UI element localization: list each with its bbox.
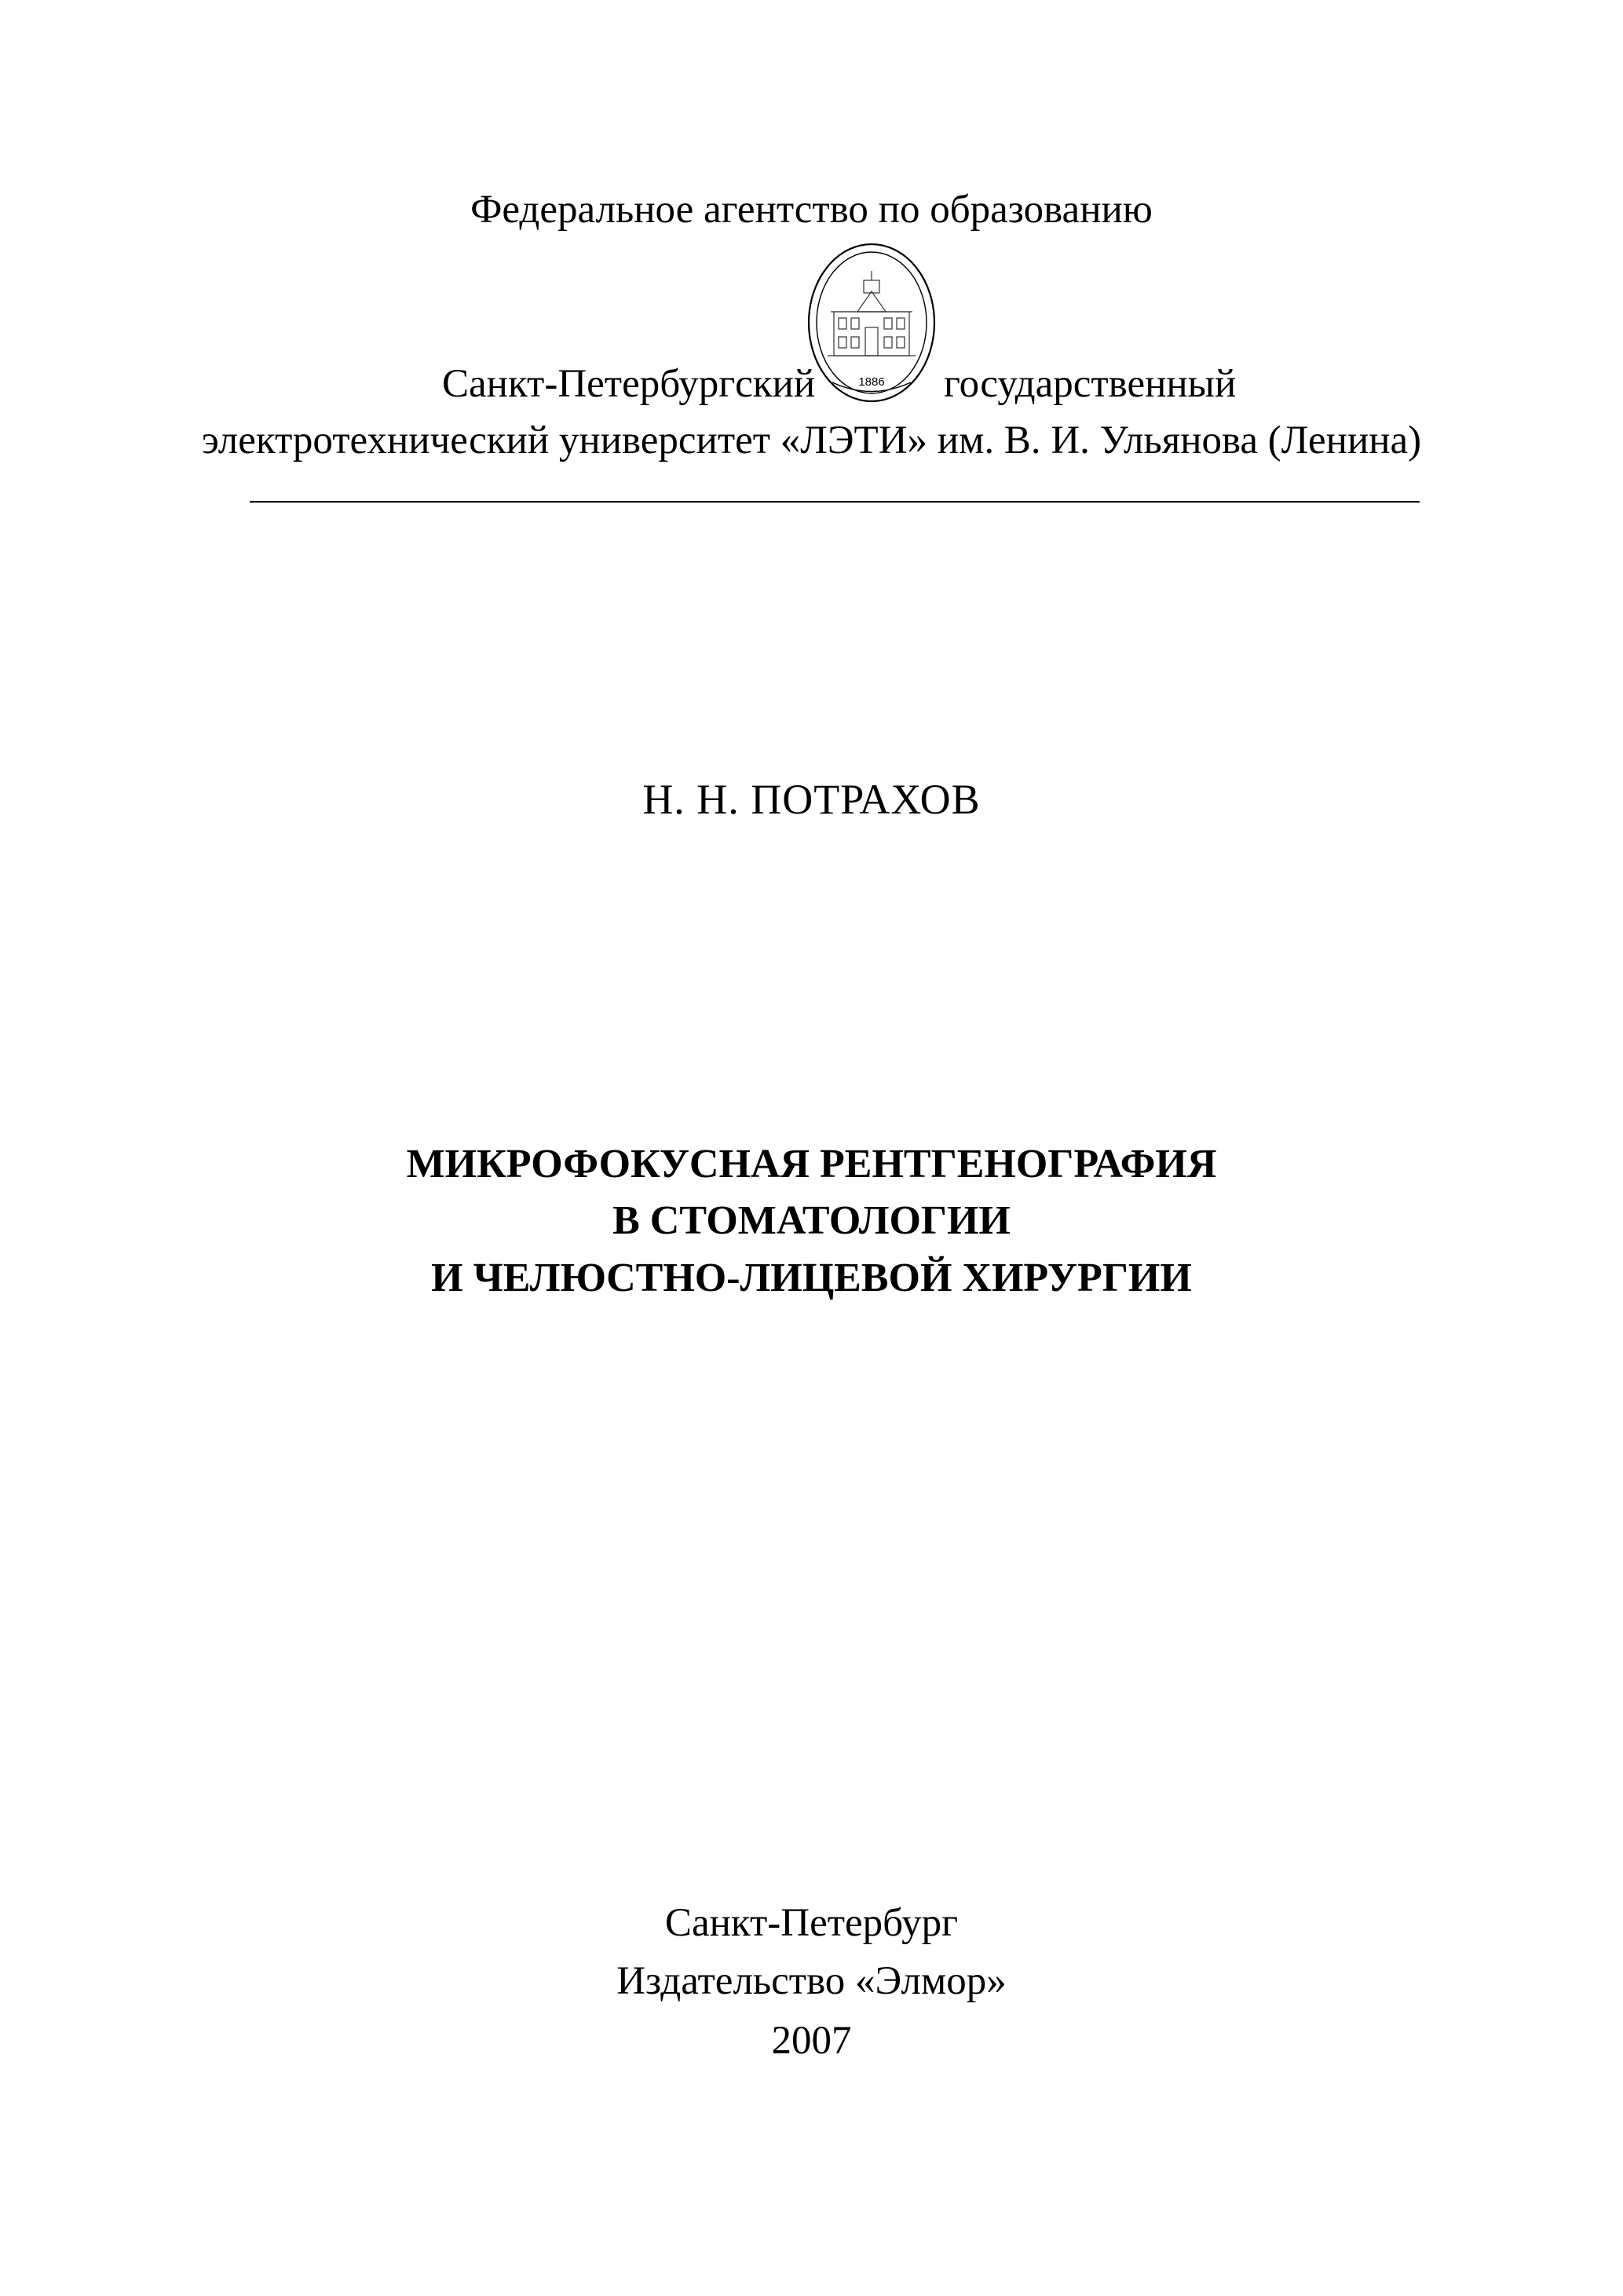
university-emblem-icon xyxy=(804,239,938,406)
author-name: Н. Н. ПОТРАХОВ xyxy=(642,776,981,823)
book-title-line3: И ЧЕЛЮСТНО-ЛИЦЕВОЙ ХИРУРГИИ xyxy=(431,1256,1192,1300)
imprint-city: Санкт-Петербург xyxy=(664,1901,959,1945)
emblem-year: 1886 xyxy=(858,375,885,389)
agency-name: Федеральное агентство по образованию xyxy=(470,188,1153,232)
book-title-line1: МИКРОФОКУСНАЯ РЕНТГЕНОГРАФИЯ xyxy=(406,1142,1217,1186)
imprint-publisher: Издательство «Элмор» xyxy=(616,1959,1007,2003)
header-divider xyxy=(250,501,1420,503)
imprint-year: 2007 xyxy=(771,2019,852,2063)
university-name-line2: электротехнический университет «ЛЭТИ» им. В. И. Ульянова (Ленина) xyxy=(201,419,1422,462)
university-name-right: государственный xyxy=(944,362,1237,406)
book-title-line2: В СТОМАТОЛОГИИ xyxy=(612,1198,1011,1243)
university-name-left: Санкт-Петербургский xyxy=(442,362,816,406)
